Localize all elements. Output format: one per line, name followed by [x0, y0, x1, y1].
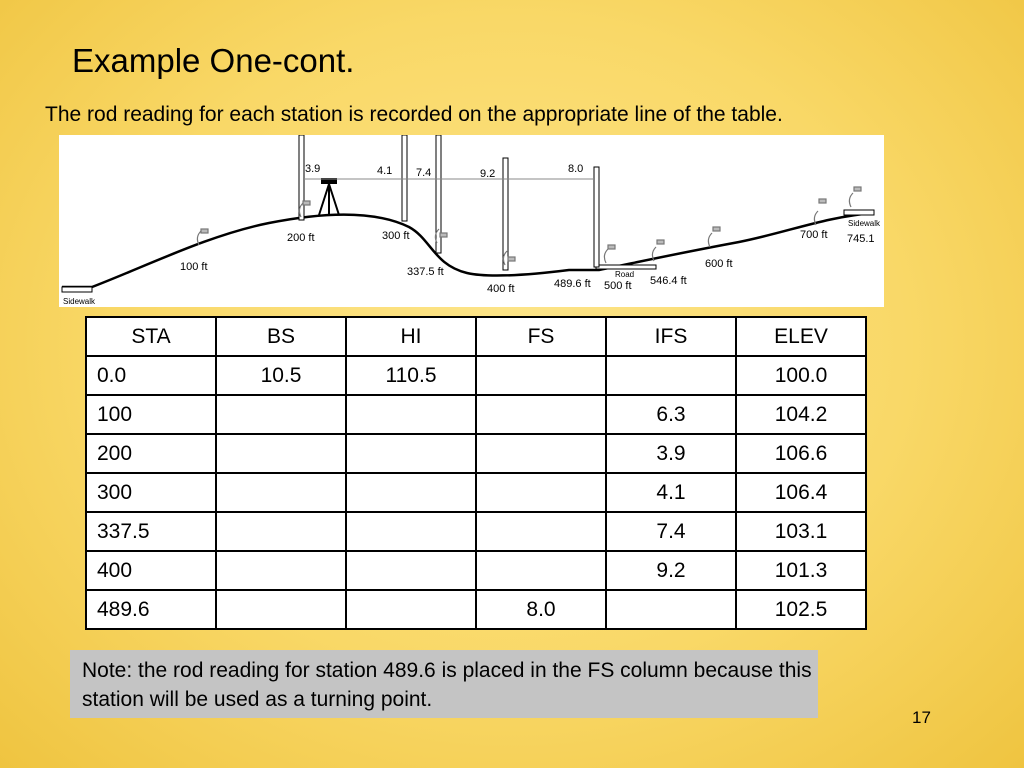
- cell-sta: 0.0: [86, 356, 216, 395]
- rod-reading-label: 4.1: [377, 165, 393, 177]
- rod-reading-label: 8.0: [568, 163, 584, 175]
- record-table: [85, 316, 867, 630]
- cell-fs: [476, 473, 606, 512]
- table-header-row: [86, 317, 866, 356]
- table-row: [86, 590, 866, 629]
- cell-hi: [346, 473, 476, 512]
- header-sta: STA: [86, 317, 216, 356]
- table-row: [86, 551, 866, 590]
- station-label: 300 ft: [382, 230, 410, 242]
- cell-bs: [216, 590, 346, 629]
- cell-hi: 110.5: [346, 356, 476, 395]
- cell-ifs: [606, 356, 736, 395]
- cell-elev: 106.4: [736, 473, 866, 512]
- cell-elev: 103.1: [736, 512, 866, 551]
- station-label: 400 ft: [487, 283, 515, 295]
- cell-sta: 200: [86, 434, 216, 473]
- cell-fs: 8.0: [476, 590, 606, 629]
- cell-sta: 489.6: [86, 590, 216, 629]
- cell-elev: 102.5: [736, 590, 866, 629]
- sidewalk-right-label: Sidewalk: [848, 219, 881, 228]
- cell-ifs: 4.1: [606, 473, 736, 512]
- road-label: Road: [615, 270, 635, 279]
- station-label: 600 ft: [705, 258, 733, 270]
- cell-elev: 104.2: [736, 395, 866, 434]
- cell-bs: [216, 473, 346, 512]
- cell-fs: [476, 551, 606, 590]
- page-number: 17: [912, 708, 931, 727]
- slide-title: Example One-cont.: [72, 42, 355, 79]
- station-label: 200 ft: [287, 232, 315, 244]
- cell-hi: [346, 551, 476, 590]
- cell-elev: 106.6: [736, 434, 866, 473]
- cell-bs: [216, 395, 346, 434]
- sidewalk-left-label: Sidewalk: [63, 297, 96, 306]
- header-ifs: IFS: [606, 317, 736, 356]
- rod-reading-label: 3.9: [305, 163, 321, 175]
- cell-fs: [476, 434, 606, 473]
- station-label: 500 ft: [604, 280, 632, 292]
- cell-sta: 100: [86, 395, 216, 434]
- rod-489: [594, 167, 599, 267]
- road-slab: [596, 265, 656, 269]
- table-row: [86, 356, 866, 395]
- station-label: 546.4 ft: [650, 275, 687, 287]
- cell-hi: [346, 434, 476, 473]
- profile-svg: [59, 135, 884, 307]
- cell-hi: [346, 395, 476, 434]
- cell-fs: [476, 395, 606, 434]
- station-label: 489.6 ft: [554, 278, 591, 290]
- cell-ifs: [606, 590, 736, 629]
- cell-ifs: 9.2: [606, 551, 736, 590]
- sidewalk-right-slab: [844, 210, 874, 215]
- cell-elev: 100.0: [736, 356, 866, 395]
- cell-sta: 400: [86, 551, 216, 590]
- station-flags: [197, 187, 861, 265]
- cell-hi: [346, 590, 476, 629]
- cell-bs: 10.5: [216, 356, 346, 395]
- table-row: [86, 473, 866, 512]
- header-elev: ELEV: [736, 317, 866, 356]
- cell-sta: 337.5: [86, 512, 216, 551]
- station-label: 100 ft: [180, 261, 208, 273]
- ground-profile: [62, 213, 874, 287]
- profile-diagram: [59, 135, 884, 307]
- header-fs: FS: [476, 317, 606, 356]
- cell-sta: 300: [86, 473, 216, 512]
- station-label: 337.5 ft: [407, 266, 444, 278]
- cell-bs: [216, 512, 346, 551]
- level-instrument: [319, 178, 339, 215]
- header-bs: BS: [216, 317, 346, 356]
- cell-hi: [346, 512, 476, 551]
- rod-reading-label: 7.4: [416, 167, 432, 179]
- cell-fs: [476, 356, 606, 395]
- station-label: 700 ft: [800, 229, 828, 241]
- cell-ifs: 3.9: [606, 434, 736, 473]
- rod-reading-label: 9.2: [480, 168, 496, 180]
- slide-subtitle: The rod reading for each station is recorded on the appropriate line of the table.: [45, 103, 783, 126]
- cell-elev: 101.3: [736, 551, 866, 590]
- table-row: [86, 434, 866, 473]
- rod-300: [402, 135, 407, 221]
- cell-ifs: 7.4: [606, 512, 736, 551]
- header-hi: HI: [346, 317, 476, 356]
- table-row: [86, 395, 866, 434]
- cell-ifs: 6.3: [606, 395, 736, 434]
- sidewalk-left-slab: [62, 287, 92, 292]
- table-row: [86, 512, 866, 551]
- station-label: 745.1: [847, 233, 875, 245]
- note-box: Note: the rod reading for station 489.6 is placed in the FS column because this station will be used as a turning point.: [70, 650, 818, 718]
- cell-fs: [476, 512, 606, 551]
- cell-bs: [216, 434, 346, 473]
- cell-bs: [216, 551, 346, 590]
